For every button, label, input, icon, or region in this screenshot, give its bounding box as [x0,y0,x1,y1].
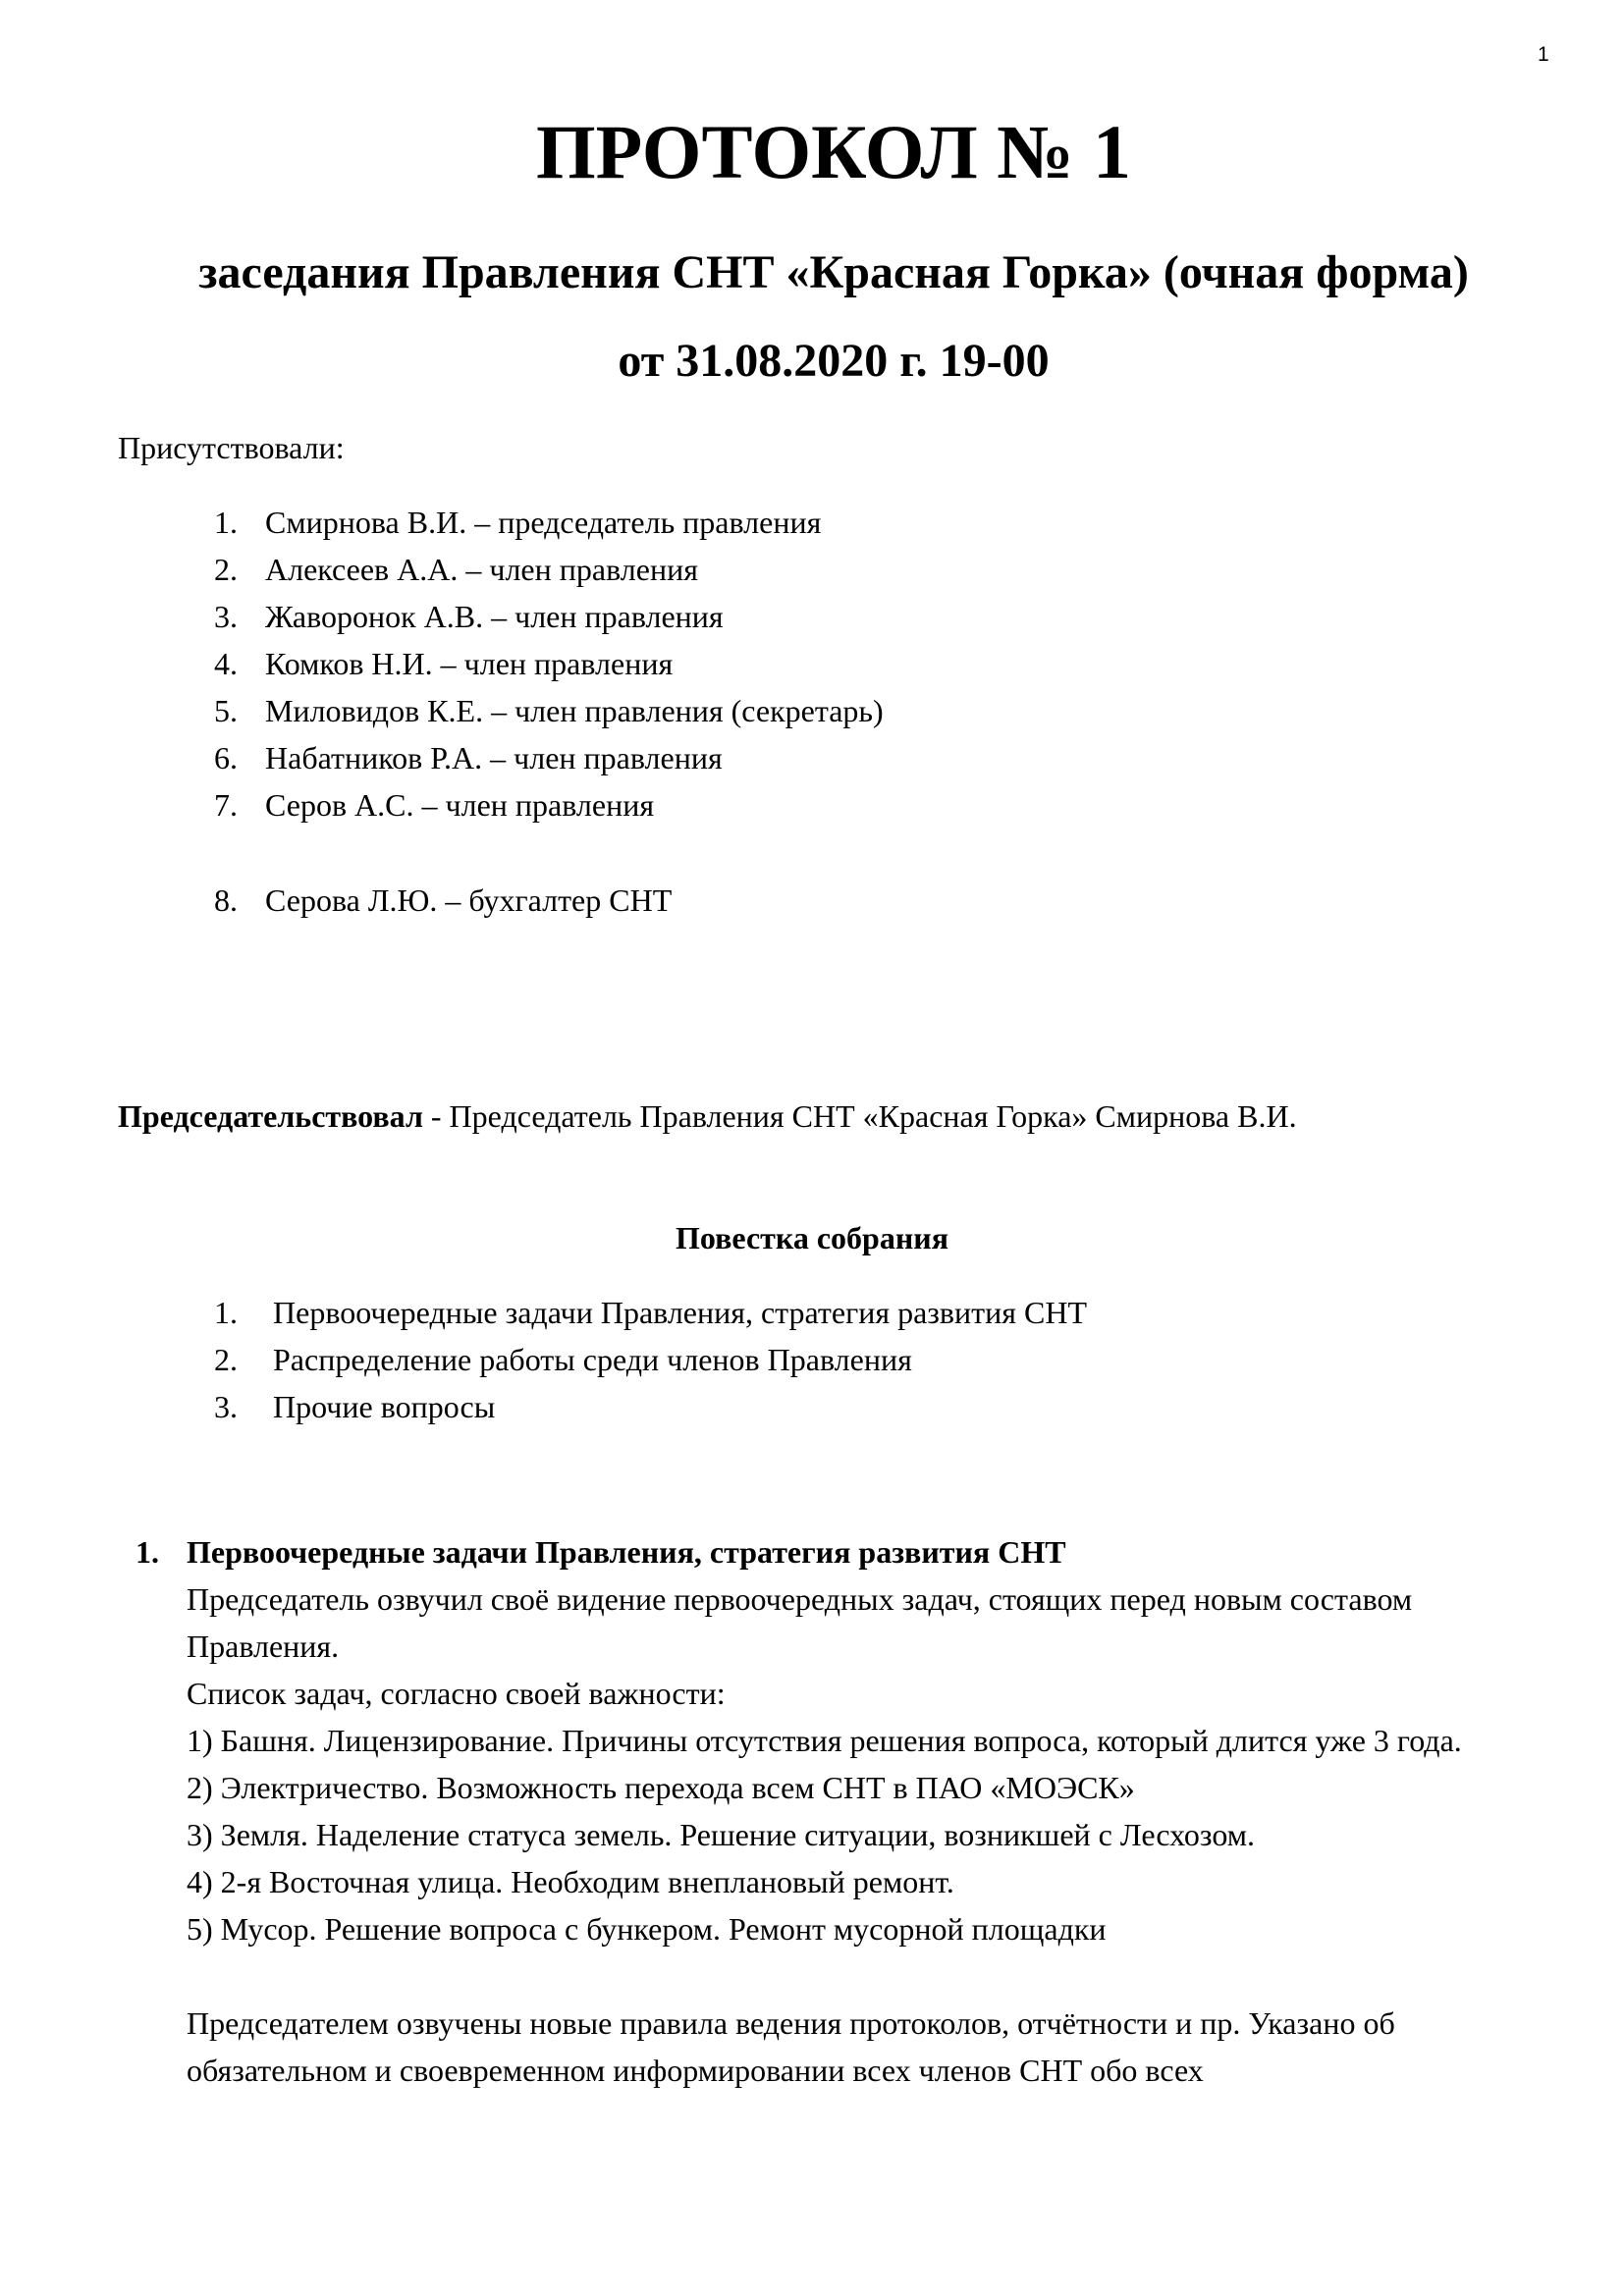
section-number: 1. [135,1534,159,1570]
agenda-text: Первоочередные задачи Правления, стратегия развития СНТ [273,1295,1087,1330]
section-heading [135,1528,1569,1575]
agenda-text: Распределение работы среди членов Правления [273,1342,912,1377]
attendee-text: Миловидов К.Е. – член правления (секретарь) [265,693,884,728]
list-number: 4. [214,646,238,681]
section-body [187,1575,1571,2094]
list-item: 2) Электричество. Возможность перехода всем СНТ в ПАО «МОЭСК» [187,1770,1135,1805]
present-label: Присутствовали: [118,430,345,465]
agenda-title: Повестка собрания [675,1220,949,1255]
section-heading-text: Первоочередные задачи Правления, стратегия развития СНТ [187,1534,1066,1570]
spacer [187,1952,1571,2000]
attendee-text: Жаворонок А.В. – член правления [265,599,724,634]
list-item: 5) Мусор. Решение вопроса с бункером. Ремонт мусорной площадки [187,1911,1107,1947]
task-list [187,1717,1571,1952]
attendee-text: Смирнова В.И. – председатель правления [265,505,822,540]
document-subtitle: заседания Правления СНТ «Красная Горка» (очная форма) [198,246,1469,298]
chaired-label: Председательствовал [118,1098,423,1134]
attendee-text: Набатников Р.А. – член правления [265,740,723,775]
chaired-text: - Председатель Правления СНТ «Красная Горка» Смирнова В.И. [422,1098,1297,1134]
list-number: 8. [214,882,238,918]
list-number: 3. [214,1389,238,1424]
agenda-text: Прочие вопросы [273,1389,496,1424]
section-closing: Председателем озвучены новые правила ведения протоколов, отчётности и пр. Указано об обязательном и своевременном информировании всех членов СНТ обо всех [187,2005,1395,2088]
list-number: 1. [214,505,238,540]
list-number: 3. [214,599,238,634]
list-number: 2. [214,552,238,587]
list-item: 1) Башня. Лицензирование. Причины отсутствия решения вопроса, который длится уже 3 года. [187,1723,1462,1758]
list-number: 1. [214,1295,238,1330]
list-item: 3) Земля. Наделение статуса земель. Решение ситуации, возникшей с Лесхозом. [187,1817,1255,1852]
attendee-text: Серов А.С. – член правления [265,787,655,823]
list-number: 5. [214,693,238,728]
attendee-text: Алексеев А.А. – член правления [265,552,698,587]
list-item: 4) 2-я Восточная улица. Необходим внеплановый ремонт. [187,1864,954,1899]
list-number: 2. [214,1342,238,1377]
attendee-text: Серова Л.Ю. – бухгалтер СНТ [265,882,673,918]
task-list-label: Список задач, согласно своей важности: [187,1676,726,1711]
list-number: 6. [214,740,238,775]
page-number: 1 [1538,43,1549,66]
section-1 [135,1528,1569,2094]
list-number: 7. [214,787,238,823]
document-date: от 31.08.2020 г. 19-00 [618,335,1050,387]
section-intro: Председатель озвучил своё видение первоочередных задач, стоящих перед новым составом Правления. [187,1581,1413,1664]
document-title: ПРОТОКОЛ № 1 [535,109,1132,194]
chaired-line [118,1093,1297,1140]
attendee-text: Комков Н.И. – член правления [265,646,674,681]
